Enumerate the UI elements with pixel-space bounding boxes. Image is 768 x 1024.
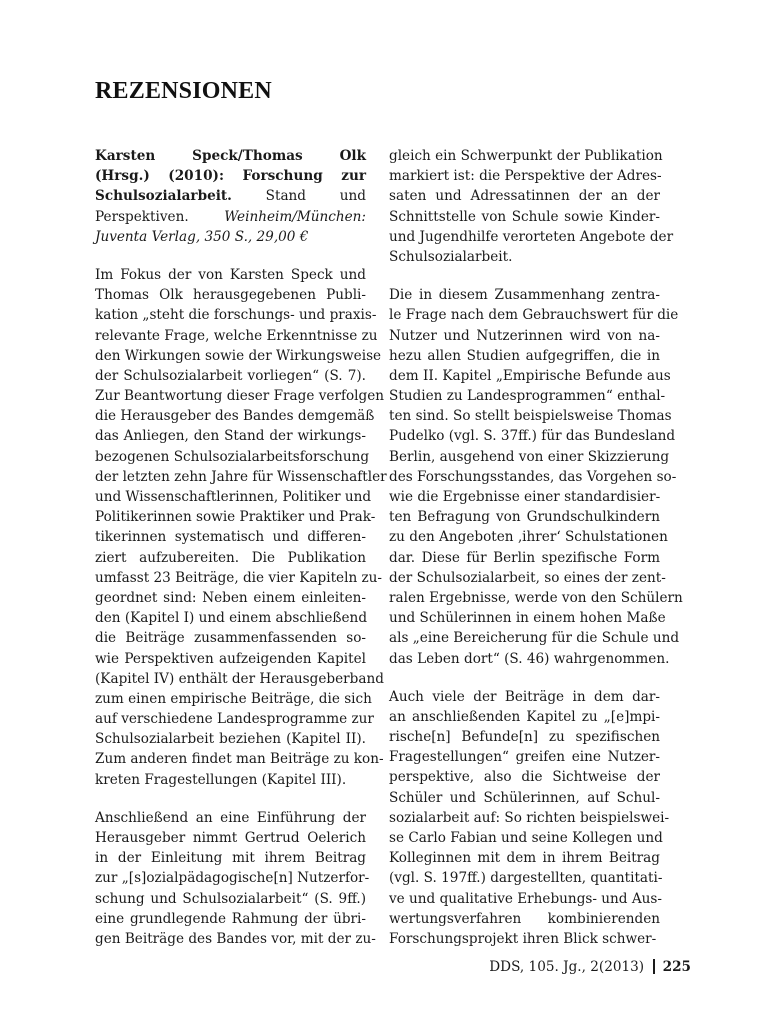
body-line: umfasst 23 Beiträge, die vier Kapiteln zu- [95, 569, 383, 586]
review-header-segment: Stand und [231, 188, 366, 205]
body-line: und Schülerinnen in einem hohen Maße [389, 610, 666, 627]
body-line: kreten Fragestellungen (Kapitel III). [95, 771, 347, 788]
body-line: perspektive, also die Sichtweise der [389, 769, 660, 786]
body-line: gleich ein Schwerpunkt der Publikation [389, 148, 663, 164]
page-number: 225 [662, 959, 691, 975]
body-line: ten Befragung von Grundschulkindern [389, 509, 660, 526]
right-column-body [389, 146, 683, 949]
body-line: Zum anderen findet man Beiträge zu kon- [95, 751, 384, 768]
body-paragraph [95, 265, 387, 790]
body-line: der letzten zehn Jahre für Wissenschaftler [95, 468, 387, 485]
body-line: Kolleginnen mit dem in ihrem Beitrag [389, 850, 660, 867]
body-line: wie Perspektiven aufzeigenden Kapitel [95, 650, 366, 667]
body-line: die Beiträge zusammenfassenden so- [95, 630, 366, 647]
body-line: wie die Ergebnisse einer standardisier- [389, 489, 661, 505]
body-line: hezu allen Studien aufgegriffen, die in [389, 347, 660, 364]
body-line: Im Fokus der von Karsten Speck und [95, 266, 366, 283]
body-line: zum einen empirische Beiträge, die sich [95, 690, 372, 707]
review-header-segment: (Hrsg.) (2010): Forschung zur [95, 168, 366, 185]
body-line: das Anliegen, den Stand der wirkungs- [95, 428, 366, 445]
body-line: Nutzer und Nutzerinnen wird von na- [389, 327, 660, 344]
review-header-segment: Perspektiven. [95, 208, 225, 225]
body-line: eine grundlegende Rahmung der übri- [95, 910, 366, 927]
review-header-line [95, 166, 366, 186]
body-line: se Carlo Fabian und seine Kollegen und [389, 830, 663, 846]
body-line: relevante Frage, welche Erkenntnisse zu [95, 327, 378, 344]
body-line: Thomas Olk herausgegebenen Publi- [95, 287, 366, 304]
body-line: Die in diesem Zusammenhang zentra- [389, 287, 660, 304]
review-header-line [95, 186, 366, 206]
body-line: der Schulsozialarbeit, so eines der zent- [389, 569, 666, 586]
body-line: Pudelko (vgl. S. 37ff.) für das Bundesland [389, 428, 676, 445]
review-header-line [95, 146, 366, 166]
body-line: sozialarbeit auf: So richten beispielswei- [389, 809, 670, 826]
body-line: geordnet sind: Neben einem einleiten- [95, 589, 366, 606]
body-line: dem II. Kapitel „Empirische Befunde aus [389, 367, 671, 384]
body-line: Berlin, ausgehend von einer Skizzierung [389, 448, 670, 465]
left-column-body [95, 247, 387, 949]
review-header-segment: Weinheim/München: [224, 208, 366, 225]
right-column [389, 146, 683, 949]
body-line: (Kapitel IV) enthält der Herausgeberband [95, 670, 384, 687]
body-line: markiert ist: die Perspektive der Adres- [389, 168, 662, 185]
body-line: den (Kapitel I) und einem abschließend [95, 610, 368, 627]
body-line: die Herausgeber des Bandes demgemäß [95, 408, 375, 425]
body-line: wertungsverfahren kombinierenden [389, 910, 660, 927]
body-paragraph [389, 687, 670, 949]
body-line: rische[n] Befunde[n] zu spezifischen [389, 729, 660, 746]
body-line: zu den Angeboten ‚ihrer‘ Schulstationen [389, 529, 668, 546]
body-line: schung und Schulsozialarbeit“ (S. 9ff.) [95, 890, 366, 907]
body-line: le Frage nach dem Gebrauchswert für die [389, 307, 679, 324]
body-line: Schulsozialarbeit. [389, 248, 513, 265]
body-line: Auch viele der Beiträge in dem dar- [389, 688, 660, 705]
body-line: Anschließend an eine Einführung der [95, 809, 366, 826]
body-line: und Wissenschaftlerinnen, Politiker und [95, 489, 372, 505]
body-line: des Forschungsstandes, das Vorgehen so- [389, 468, 677, 485]
body-line: zur „[s]ozialpädagogische[n] Nutzerfor- [95, 870, 370, 887]
paragraph-gap [389, 669, 660, 687]
body-line: kation „steht die forschungs- und praxis- [95, 307, 377, 324]
body-line: auf verschiedene Landesprogramme zur [95, 711, 374, 728]
paragraph-gap [95, 790, 366, 808]
review-header-segment: Juventa Verlag, 350 S., 29,00 € [95, 228, 309, 245]
body-line: tikerinnen systematisch und differen- [95, 529, 366, 546]
page-footer [489, 958, 691, 976]
body-line: und Jugendhilfe verorteten Angebote der [389, 228, 674, 245]
body-line: gen Beiträge des Bandes vor, mit der zu- [95, 930, 376, 947]
body-line: Zur Beantwortung dieser Frage verfolgen [95, 388, 385, 405]
body-line: Schulsozialarbeit beziehen (Kapitel II). [95, 731, 366, 748]
body-line: Politikerinnen sowie Praktiker und Prak- [95, 509, 376, 526]
body-paragraph [389, 146, 674, 267]
body-line: bezogenen Schulsozialarbeitsforschung [95, 448, 370, 465]
paragraph-gap [389, 267, 660, 285]
body-line: saten und Adressatinnen der an der [389, 188, 660, 205]
body-line: ve und qualitative Erhebungs- und Aus- [389, 890, 662, 907]
review-header-segment: Schulsozialarbeit. [95, 188, 232, 205]
left-column [95, 146, 387, 949]
body-paragraph [95, 808, 376, 949]
body-line: ziert aufzubereiten. Die Publikation [95, 549, 366, 566]
body-line: der Schulsozialarbeit vorliegen“ (S. 7). [95, 367, 366, 384]
body-line: Studien zu Landesprogrammen“ enthal- [389, 388, 666, 405]
body-line: den Wirkungen sowie der Wirkungsweise [95, 347, 382, 364]
body-line: Schnittstelle von Schule sowie Kinder- [389, 208, 660, 225]
body-line: als „eine Bereicherung für die Schule und [389, 630, 680, 647]
body-line: Herausgeber nimmt Gertrud Oelerich [95, 830, 366, 846]
body-line: das Leben dort“ (S. 46) wahrgenommen. [389, 650, 670, 667]
review-header [95, 146, 366, 247]
body-line: (vgl. S. 197ff.) dargestellten, quantitati- [389, 870, 663, 887]
body-line: in der Einleitung mit ihrem Beitrag [95, 850, 366, 867]
body-line: Forschungsprojekt ihren Blick schwer- [389, 930, 657, 947]
footer-citation: DDS, 105. Jg., 2(2013) [489, 959, 645, 975]
body-line: ten sind. So stellt beispielsweise Thomas [389, 408, 672, 425]
review-header-line [95, 227, 366, 247]
footer-separator [653, 959, 655, 974]
body-line: Fragestellungen“ greifen eine Nutzer- [389, 749, 660, 766]
body-line: ralen Ergebnisse, werde von den Schülern [389, 589, 683, 606]
body-line: an anschließenden Kapitel zu „[e]mpi- [389, 708, 660, 725]
body-line: Schüler und Schülerinnen, auf Schul- [389, 789, 660, 806]
section-title: REZENSIONEN [95, 78, 272, 104]
body-paragraph [389, 285, 683, 669]
review-header-segment: Karsten Speck/Thomas Olk [95, 148, 366, 164]
paragraph-gap [95, 247, 366, 265]
review-header-line [95, 207, 366, 227]
body-line: dar. Diese für Berlin spezifische Form [389, 549, 660, 566]
